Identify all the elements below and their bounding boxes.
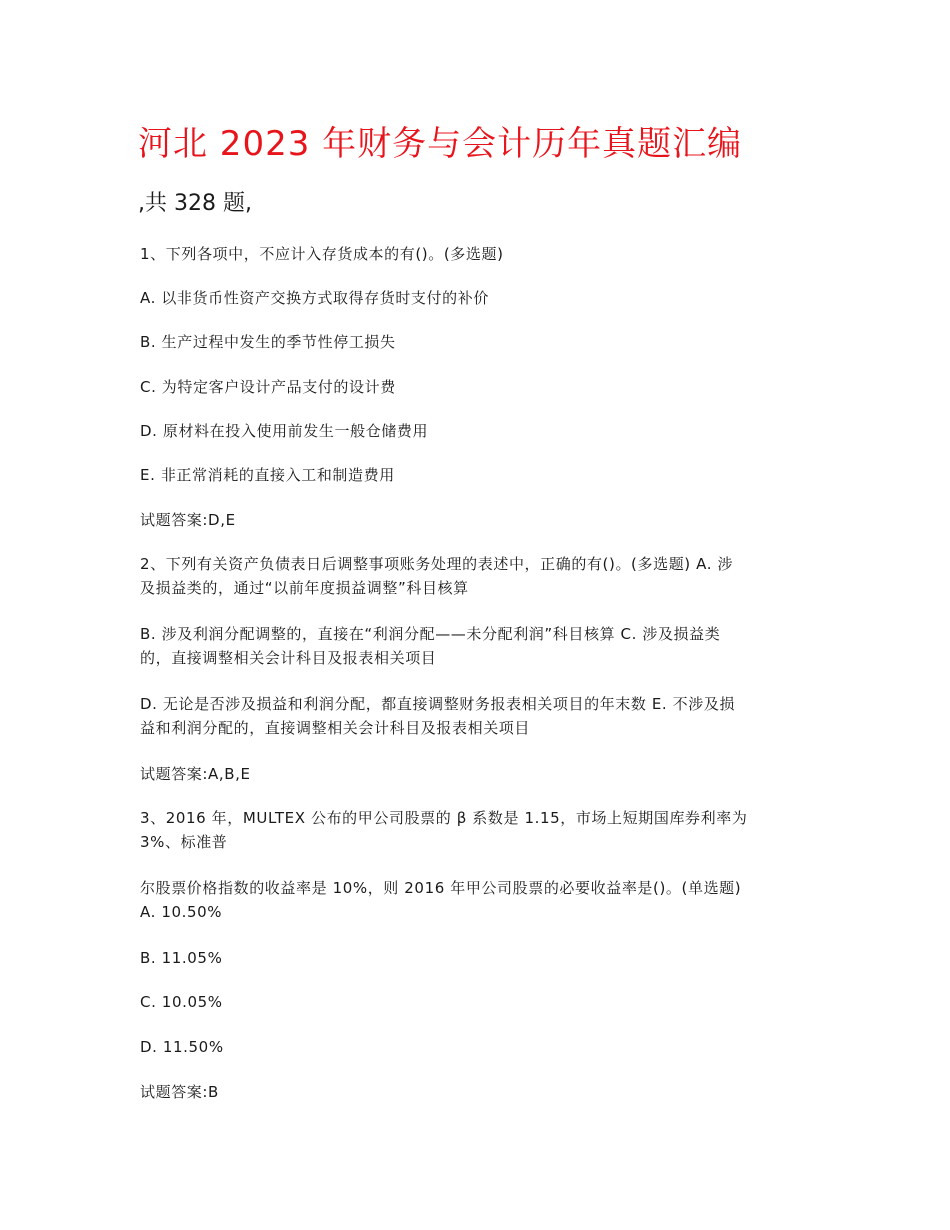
question-3-answer: 试题答案:B (140, 1083, 219, 1101)
question-3-option-c: C. 10.05% (140, 993, 223, 1011)
question-1-option-d: D. 原材料在投入使用前发生一般仓储费用 (140, 422, 429, 440)
question-3-stem-line-2: 3%、标准普 (140, 833, 228, 851)
question-3-stem-line-1: 3、2016 年，MULTEX 公布的甲公司股票的 β 系数是 1.15，市场上短期国库券利率为 (140, 809, 748, 827)
document-title: 河北 2023 年财务与会计历年真题汇编 (138, 124, 743, 164)
question-1-answer: 试题答案:D,E (140, 511, 236, 529)
question-count: ,共 328 题, (138, 191, 252, 216)
question-1-stem: 1、下列各项中，不应计入存货成本的有()。(多选题) (140, 245, 504, 263)
question-2-answer: 试题答案:A,B,E (140, 765, 251, 783)
question-1-option-e: E. 非正常消耗的直接入工和制造费用 (140, 466, 395, 484)
question-2-stem-line-1: 2、下列有关资产负债表日后调整事项账务处理的表述中，正确的有()。(多选题) A. 涉 (140, 555, 734, 573)
question-3-option-b: B. 11.05% (140, 949, 223, 967)
question-2-stem-line-2: 及损益类的，通过“以前年度损益调整”科目核算 (140, 579, 469, 597)
question-1-option-c: C. 为特定客户设计产品支付的设计费 (140, 378, 396, 396)
question-2-option-d-line-2: 益和利润分配的，直接调整相关会计科目及报表相关项目 (140, 719, 531, 737)
question-2-option-b-line-1: B. 涉及利润分配调整的，直接在“利润分配——未分配利润”科目核算 C. 涉及损益类 (140, 625, 721, 643)
question-2-option-d-line-1: D. 无论是否涉及损益和利润分配，都直接调整财务报表相关项目的年末数 E. 不涉及损 (140, 695, 736, 713)
question-1-option-a: A. 以非货币性资产交换方式取得存货时支付的补价 (140, 289, 489, 307)
question-2-option-b-line-2: 的，直接调整相关会计科目及报表相关项目 (140, 649, 437, 667)
question-3-option-a: A. 10.50% (140, 903, 223, 921)
question-3-stem-line-3: 尔股票价格指数的收益率是 10%，则 2016 年甲公司股票的必要收益率是()。(单选题) (140, 879, 742, 897)
question-3-option-d: D. 11.50% (140, 1038, 224, 1056)
question-1-option-b: B. 生产过程中发生的季节性停工损失 (140, 333, 396, 351)
